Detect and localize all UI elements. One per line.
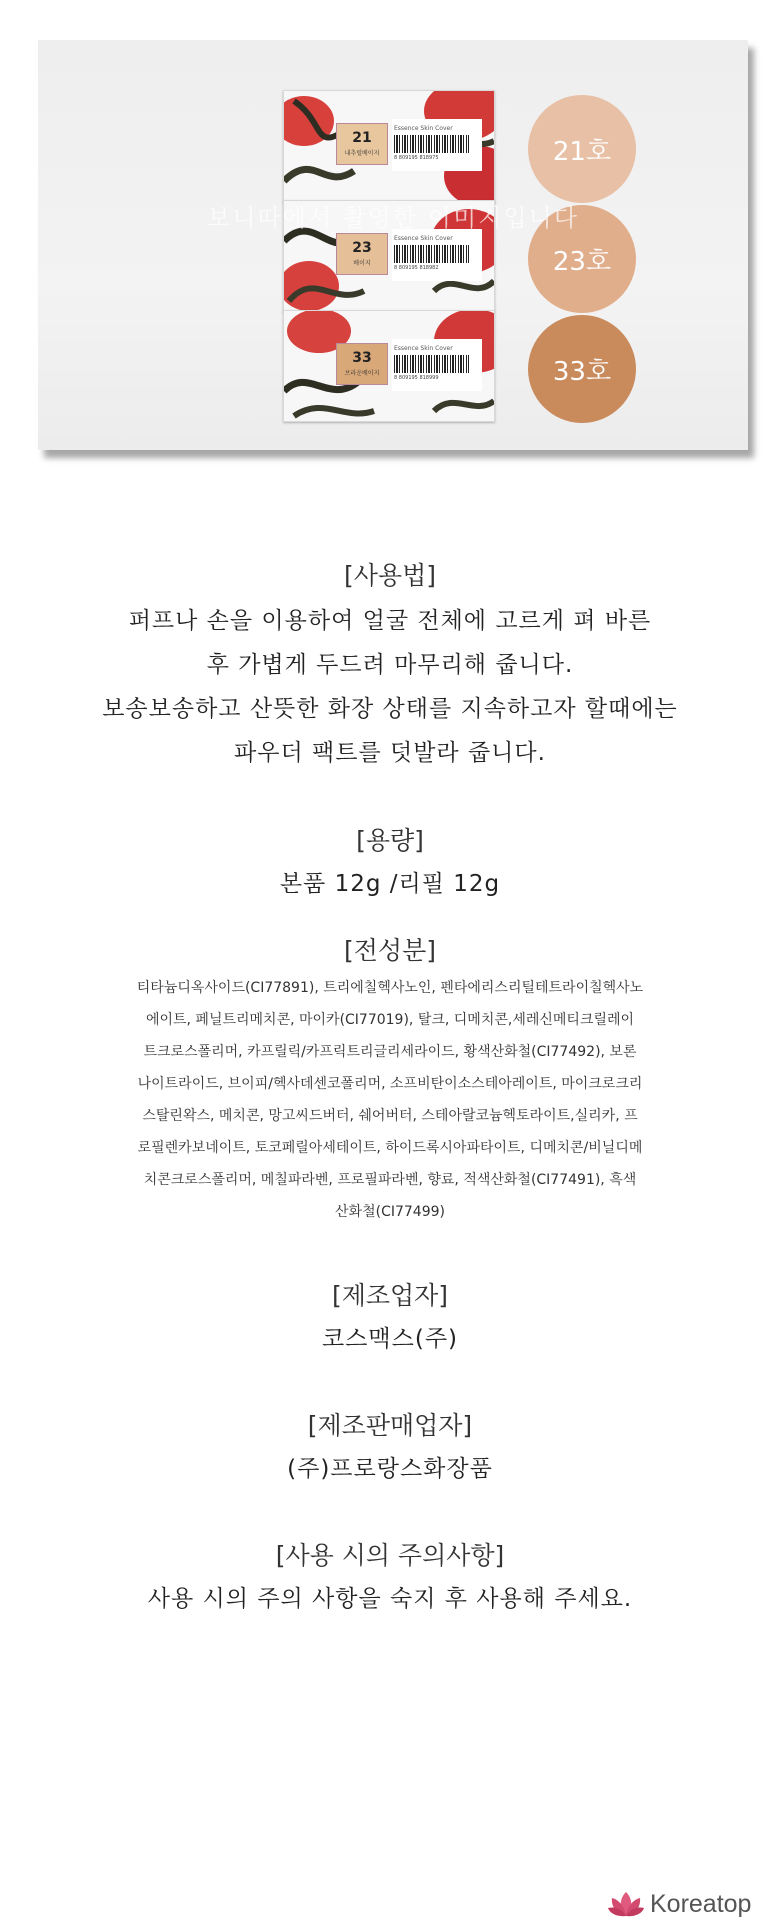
ingredients-line: 티타늄디옥사이드(CI77891), 트리에칠헥사노인, 펜타에리스리틸테트라이칠헥사노: [136, 979, 644, 996]
shade-label: [336, 123, 388, 165]
swatch-label: 33호: [552, 356, 612, 387]
caution-section: [0, 1540, 780, 1621]
usage-heading: [사용법]: [344, 561, 436, 590]
photo-watermark: 보니따에서 촬영한 이미지입니다: [207, 204, 579, 232]
manufacturer-heading: [제조업자]: [331, 1281, 449, 1310]
ingredients-line: 나이트라이드, 브이피/헥사데센코폴리머, 소프비탄이소스테아레이트, 마이크로크리: [137, 1075, 643, 1092]
logo-text: Koreatop: [650, 1889, 752, 1918]
usage-line: 퍼프나 손을 이용하여 얼굴 전체에 고르게 펴 바른: [128, 607, 652, 634]
barcode: [394, 245, 469, 263]
usage-line: 보송보송하고 산뜻한 화장 상태를 지속하고자 할때에는: [102, 695, 678, 722]
shade-name: 내추럴베이지: [344, 150, 380, 157]
manufacturer-value: 코스맥스(주): [321, 1325, 459, 1352]
koreatop-logo: [608, 1888, 751, 1920]
barcode-number: 8 809195 818982: [394, 265, 439, 271]
capacity-heading: [용량]: [356, 826, 424, 855]
distributor-heading: [제조판매업자]: [307, 1411, 473, 1440]
caution-value: 사용 시의 주의 사항을 숙지 후 사용해 주세요.: [147, 1585, 633, 1612]
barcode: [394, 355, 469, 373]
manufacturer-section: [0, 1280, 780, 1361]
usage-line: 파우더 팩트를 덧발라 줍니다.: [234, 739, 546, 766]
usage-section: [0, 560, 780, 775]
barcode: [394, 135, 469, 153]
ingredients-heading: [전성분]: [344, 936, 436, 965]
shade-name: 브라운베이지: [344, 370, 380, 377]
brand-text: Essence Skin Cover: [394, 345, 453, 352]
ingredients-line: 산화철(CI77499): [335, 1203, 445, 1220]
product-box-33: [283, 310, 495, 422]
ingredients-line: 스탈린왁스, 메치콘, 망고씨드버터, 쉐어버터, 스테아랄코늄헥토라이트,실리카, 프: [142, 1107, 638, 1124]
barcode-number: 8 809195 818975: [394, 155, 439, 161]
lotus-icon: [608, 1890, 644, 1918]
shade-label: [336, 233, 388, 275]
brand-text: Essence Skin Cover: [394, 235, 453, 242]
swatch-21: [528, 95, 636, 203]
swatch-label: 21호: [552, 136, 612, 167]
swatch-33: [528, 315, 636, 423]
barcode-number: 8 809195 818999: [394, 375, 439, 381]
swatch-label: 23호: [552, 246, 612, 277]
ingredients-line: 트크로스폴리머, 카프릴릭/카프릭트리글리세라이드, 황색산화철(CI77492), 보론: [143, 1043, 637, 1060]
product-box-21: [283, 90, 495, 202]
distributor-value: (주)프로랑스화장품: [287, 1455, 493, 1482]
ingredients-line: 로필렌카보네이트, 토코페릴아세테이트, 하이드록시아파타이트, 디메치콘/비닐디메: [137, 1139, 643, 1156]
shade-number: 21: [352, 130, 372, 146]
caution-heading: [사용 시의 주의사항]: [275, 1541, 505, 1570]
product-photo: [38, 40, 748, 450]
brand-text: Essence Skin Cover: [394, 125, 453, 132]
shade-label: [336, 343, 388, 385]
usage-line: 후 가볍게 두드려 마무리해 줍니다.: [206, 651, 574, 678]
capacity-section: [0, 825, 780, 906]
capacity-value: 본품 12g /리필 12g: [279, 870, 501, 897]
distributor-section: [0, 1410, 780, 1491]
ingredients-section: [0, 935, 780, 1228]
ingredients-line: 치콘크로스폴리머, 메칠파라벤, 프로필파라벤, 향료, 적색산화철(CI77491), 흑색: [143, 1171, 637, 1188]
shade-number: 23: [352, 240, 372, 256]
shade-number: 33: [352, 350, 372, 366]
ingredients-line: 에이트, 페닐트리메치콘, 마이카(CI77019), 탈크, 디메치콘,세레신메티크릴레이: [145, 1011, 635, 1028]
shade-name: 베이지: [353, 260, 371, 267]
